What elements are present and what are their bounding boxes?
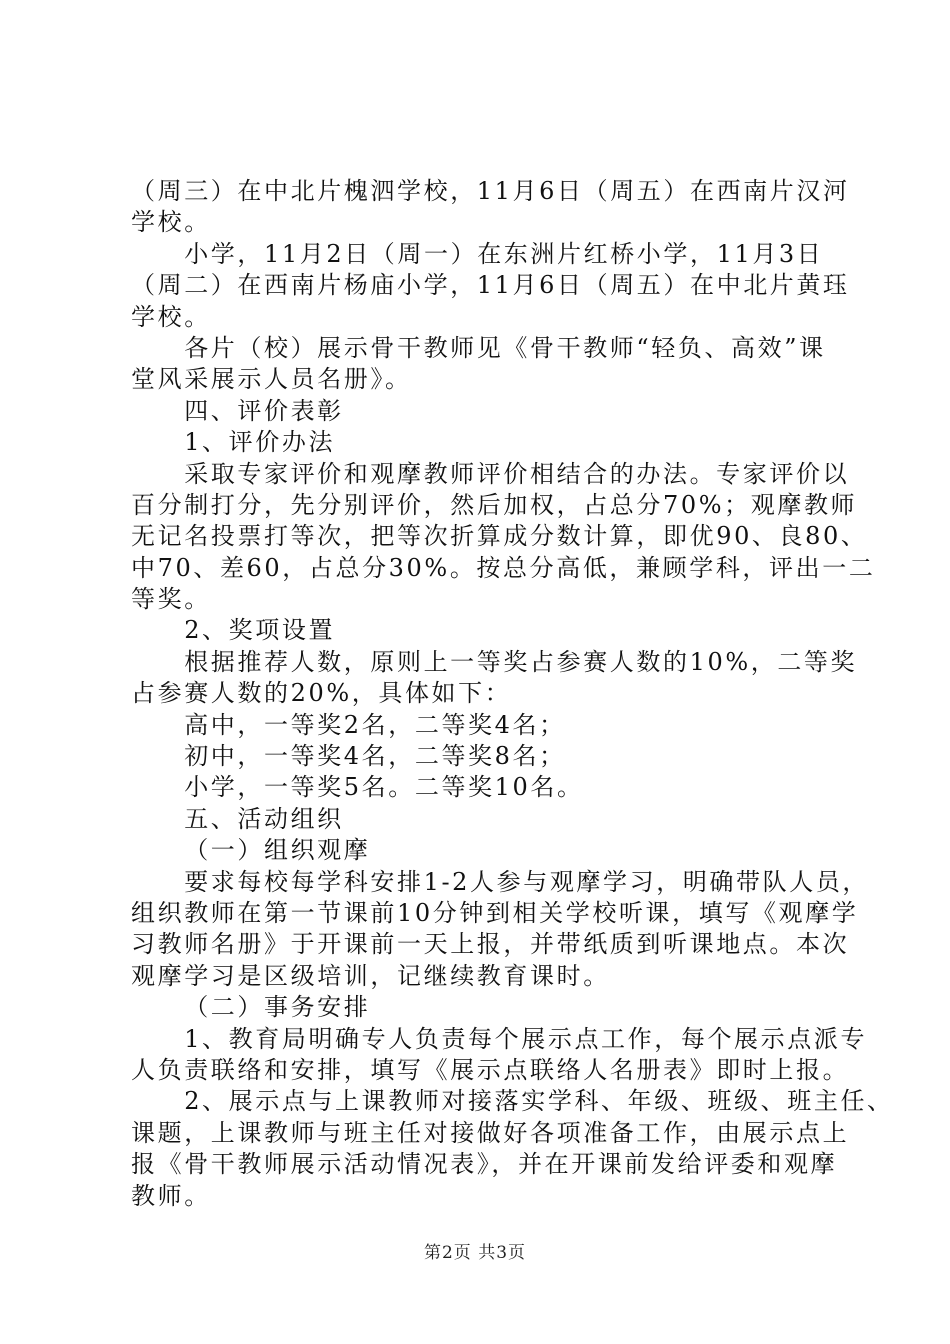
text-line: 1、教育局明确专人负责每个展示点工作，每个展示点派专 — [184, 1024, 868, 1053]
text-line: 组织教师在第一节课前10分钟到相关学校听课，填写《观摩学 — [131, 898, 859, 927]
text-line: 百分制打分，先分别评价，然后加权，占总分70%；观摩教师 — [131, 490, 858, 519]
text-line: 学校。 — [131, 302, 211, 331]
text-line: （周二）在西南片杨庙小学，11月6日（周五）在中北片黄珏 — [131, 271, 850, 300]
text-line: 堂风采展示人员名册》。 — [131, 365, 412, 394]
text-line: 等奖。 — [131, 585, 211, 614]
text-line: 人负责联络和安排，填写《展示点联络人名册表》即时上报。 — [131, 1055, 850, 1084]
text-line: 四、评价表彰 — [184, 396, 344, 425]
text-line: 无记名投票打等次，把等次折算成分数计算，即优90、良80、 — [131, 522, 868, 551]
text-line: 高中，一等奖2名，二等奖4名； — [184, 710, 566, 739]
text-line: 中70、差60，占总分30%。按总分高低，兼顾学科，评出一二 — [131, 553, 876, 582]
text-line: 占参赛人数的20%，具体如下： — [131, 679, 512, 708]
text-line: 2、奖项设置 — [184, 616, 336, 645]
text-line: 2、展示点与上课教师对接落实学科、年级、班级、班主任、 — [184, 1087, 894, 1116]
document-body — [131, 176, 894, 1212]
page-footer: 第2页 共3页 — [423, 1243, 527, 1263]
text-line: 课题，上课教师与班主任对接做好各项准备工作，由展示点上 — [131, 1118, 850, 1147]
text-line: （二）事务安排 — [184, 993, 371, 1022]
text-line: 1、评价办法 — [184, 428, 336, 457]
text-line: 要求每校每学科安排1-2人参与观摩学习，明确带队人员， — [184, 867, 870, 896]
text-line: 学校。 — [131, 208, 211, 237]
text-line: 五、活动组织 — [184, 804, 344, 833]
text-line: 教师。 — [131, 1181, 211, 1210]
text-line: 小学，11月2日（周一）在东洲片红桥小学，11月3日 — [184, 239, 824, 268]
text-line: 各片（校）展示骨干教师见《骨干教师“轻负、高效”课 — [184, 333, 826, 362]
text-line: 根据推荐人数，原则上一等奖占参赛人数的10%，二等奖 — [184, 647, 858, 676]
text-line: 小学，一等奖5名。二等奖10名。 — [184, 773, 584, 802]
text-line: （一）组织观摩 — [184, 836, 371, 865]
text-line: 观摩学习是区级培训，记继续教育课时。 — [131, 961, 610, 990]
text-line: 采取专家评价和观摩教师评价相结合的办法。专家评价以 — [184, 459, 850, 488]
text-line: 初中，一等奖4名，二等奖8名； — [184, 742, 566, 771]
text-line: 报《骨干教师展示活动情况表》，并在开课前发给评委和观摩 — [131, 1150, 838, 1179]
text-line: 习教师名册》于开课前一天上报，并带纸质到听课地点。本次 — [131, 930, 850, 959]
text-line: （周三）在中北片槐泗学校，11月6日（周五）在西南片汉河 — [131, 177, 850, 205]
